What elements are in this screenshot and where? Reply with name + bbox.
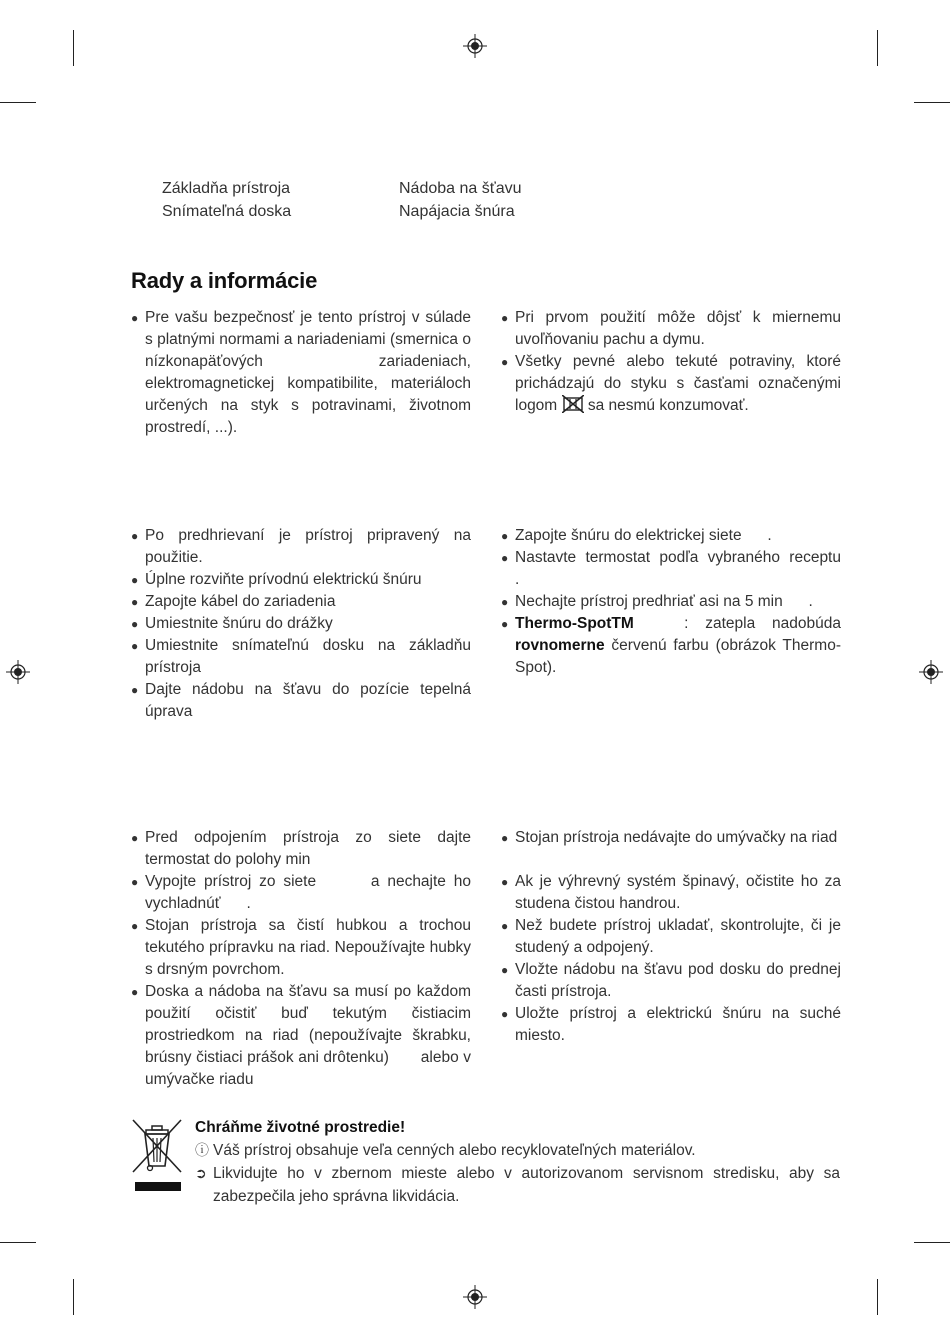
use-left-column (131, 525, 471, 723)
registration-mark-icon (6, 660, 30, 684)
environment-disposal-line: ➲ Likvidujte ho v zbernom mieste alebo v autorizovanom servisnom stredisku, aby sa zabezpečila jeho správna likvidácia. (195, 1162, 840, 1208)
crop-mark (914, 1242, 950, 1243)
list-item: ● Dajte nádobu na šťavu do pozície tepelná úprava (131, 681, 471, 720)
bullet-icon: ● (501, 875, 509, 889)
clean-left-column (131, 827, 476, 1091)
thermo-spot-label: Thermo-SpotTM (515, 615, 634, 632)
bullet-icon: ● (501, 551, 509, 565)
bullet-icon: ● (501, 529, 509, 543)
bullet-icon: ● (131, 985, 139, 999)
crop-mark (877, 1279, 878, 1315)
bullet-icon: ● (131, 683, 139, 697)
legend-item: Základňa prístroja (162, 180, 291, 197)
use-right-column (501, 525, 867, 679)
safety-left-column (131, 307, 471, 439)
bullet-icon: ● (501, 831, 509, 845)
crossed-utensils-icon (562, 395, 584, 413)
bullet-icon: ● (131, 831, 139, 845)
crop-mark (0, 1242, 36, 1243)
list-item: ● Stojan prístroja nedávajte do umývačky na riad (501, 827, 841, 849)
list-item: ● Všetky pevné alebo tekuté potraviny, ktoré prichádzajú do styku s časťami označenými logom sa nesmú konzumovať. (501, 353, 841, 414)
list-item: ● Než budete prístroj ukladať, skontrolujte, či je studený a odpojený. (501, 917, 841, 956)
bullet-icon: ● (501, 595, 509, 609)
list-item: ● Vypojte prístroj zo siete a nechajte ho vychladnúť . (131, 873, 476, 912)
bullet-icon: ● (131, 595, 139, 609)
registration-mark-icon (919, 660, 943, 684)
bullet-icon: ● (131, 573, 139, 587)
legend-item: Napájacia šnúra (399, 203, 515, 220)
list-item: ● Umiestnite snímateľnú dosku na základňu prístroja (131, 637, 471, 676)
bullet-icon: ● (131, 875, 139, 889)
crossed-bin-icon (131, 1118, 183, 1194)
list-item: ● Pred odpojením prístroja zo siete dajte termostat do polohy min (131, 829, 476, 868)
info-circle-icon: ⓘ (195, 1142, 209, 1158)
list-item: ● Stojan prístroja sa čistí hubkou a trochou tekutého prípravku na riad. Nepoužívajte hubky s drsným povrchom. (131, 917, 476, 978)
environment-info-line: ⓘ Váš prístroj obsahuje veľa cenných alebo recyklovateľných materiálov. (195, 1139, 840, 1162)
crop-mark (877, 30, 878, 66)
bullet-icon: ● (131, 919, 139, 933)
legend-item: Nádoba na šťavu (399, 180, 522, 197)
legend-item: Snímateľná doska (162, 203, 292, 220)
bullet-icon: ● (501, 355, 509, 369)
list-item: ● Pri prvom použití môže dôjsť k miernemu uvoľňovaniu pachu a dymu. (501, 309, 841, 348)
bullet-icon: ● (131, 311, 139, 325)
list-item: ● Úplne rozviňte prívodnú elektrickú šnúru (131, 569, 471, 591)
safety-right-column (501, 307, 841, 417)
crop-mark (73, 30, 74, 66)
list-item: ● Doska a nádoba na šťavu sa musí po každom použití očistiť buď tekutým čistiacim prostriedkom na riad (nepoužívajte škrabku, brúsny čistiaci prášok ani drôtenku) alebo v umývačke riadu (131, 983, 476, 1088)
bullet-icon: ● (501, 617, 509, 631)
list-item: ● Vložte nádobu na šťavu pod dosku do prednej časti prístroja. (501, 961, 841, 1000)
section-title: Rady a informácie (131, 268, 318, 293)
emphasis-text: rovnomerne (515, 637, 605, 654)
list-item: ● Ak je výhrevný systém špinavý, očistite ho za studena čistou handrou. (501, 873, 841, 912)
list-item: ● Thermo-SpotTM : zatepla nadobúda rovnomerne červenú farbu (obrázok Thermo-Spot). (501, 615, 846, 676)
bullet-icon: ● (501, 919, 509, 933)
registration-mark-icon (463, 34, 487, 58)
list-item: ● Po predhrievaní je prístroj pripravený na použitie. (131, 527, 471, 566)
environment-title: Chráňme životné prostredie! (195, 1119, 406, 1136)
clean-right-column (501, 827, 841, 1047)
bullet-icon: ● (131, 617, 139, 631)
parts-legend-right (399, 177, 522, 223)
list-item: ● Pre vašu bezpečnosť je tento prístroj v súlade s platnými normami a nariadeniami (smernica o nízkonapäťových zariadeniach, elektromagnetickej kompatibilite, materiáloch určených na styk s potravinami, životnom prostredí, ...). (131, 309, 471, 436)
list-item: ● Nastavte termostat podľa vybraného receptu . (501, 549, 867, 588)
list-item: ● Umiestnite šnúru do drážky (131, 613, 471, 635)
bullet-icon: ● (501, 311, 509, 325)
list-item: ● Zapojte šnúru do elektrickej siete . (501, 525, 841, 547)
parts-legend-left (162, 177, 291, 223)
registration-mark-icon (463, 1285, 487, 1309)
bullet-icon: ● (131, 639, 139, 653)
bullet-icon: ● (501, 963, 509, 977)
crop-mark (914, 102, 950, 103)
list-item: ● Uložte prístroj a elektrickú šnúru na suché miesto. (501, 1005, 841, 1044)
bullet-icon: ● (131, 529, 139, 543)
list-item: ● Zapojte kábel do zariadenia (131, 591, 471, 613)
bullet-icon: ● (501, 1007, 509, 1021)
arrow-right-icon: ➲ (195, 1165, 207, 1181)
list-item: ● Nechajte prístroj predhriať asi na 5 min . (501, 591, 841, 613)
crop-mark (73, 1279, 74, 1315)
crop-mark (0, 102, 36, 103)
environment-section (195, 1116, 840, 1208)
